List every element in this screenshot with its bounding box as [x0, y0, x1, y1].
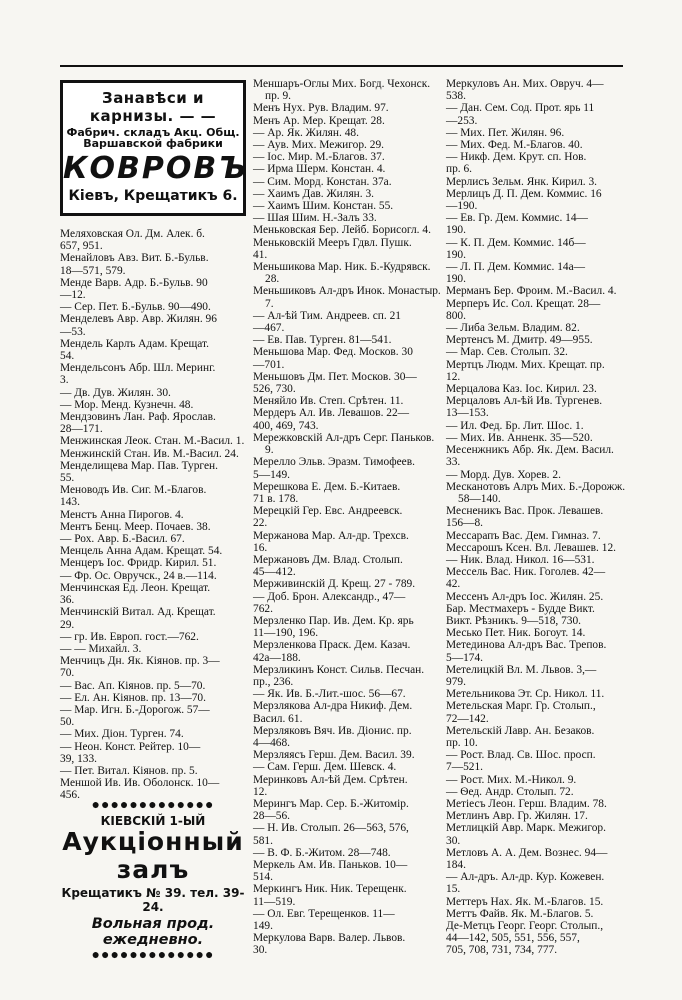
directory-entry: Менцель Анна Адам. Крещат. 54. [60, 545, 223, 558]
directory-entry: Метельникова Эт. Ср. Никол. 11. [446, 688, 605, 701]
directory-entry: 526, 730. [253, 383, 296, 396]
directory-entry: Мерманъ Бер. Фроим. М.-Васил. 4. [446, 285, 617, 298]
directory-entry: Меркингъ Ник. Ник. Терещенк. [253, 883, 407, 896]
directory-entry: 156—8. [446, 517, 484, 530]
directory-entry: — Хаимъ Дав. Жилян. 3. [253, 187, 375, 200]
directory-entry: 538. [446, 90, 466, 103]
directory-entry: Мессарошъ Ксен. Вл. Левашев. 12. [446, 541, 616, 554]
directory-column-2 [253, 78, 441, 957]
directory-entry: Метельская Марг. Гр. Столып., [446, 700, 596, 713]
directory-entry: пр. 10. [446, 736, 478, 749]
directory-entry: Менъ Ар. Мер. Крещат. 28. [253, 114, 385, 127]
directory-entry: Мерцаловъ Ал-ѣй Ив. Тургенев. [446, 395, 603, 408]
directory-entry: Мерелло Эльв. Эразм. Тимофеев. [253, 456, 415, 469]
directory-entry: Менде Варв. Адр. Б.-Бульв. 90 [60, 276, 208, 289]
directory-entry: Меняйло Ив. Степ. Срѣтен. 11. [253, 395, 404, 408]
directory-entry: Меркулова Варв. Валер. Львов. [253, 932, 406, 945]
ad-auction-title-big: Аукціонный залъ [62, 827, 244, 884]
directory-entry: Менъ Нух. Рув. Владим. 97. [253, 102, 389, 115]
directory-entry: 70. [60, 667, 75, 680]
directory-entry: 30. [446, 834, 461, 847]
directory-entry: 11—519. [253, 895, 296, 908]
directory-entry: — Сам. Герш. Дем. Шевск. 4. [253, 761, 397, 774]
directory-entry: Меркель Ам. Ив. Паньков. 10— [253, 859, 408, 871]
curtains-advertisement [60, 80, 249, 216]
directory-entry: — Хаимъ Шим. Констан. 55. [253, 200, 394, 213]
directory-entry: — Ѳед. Андр. Столып. 72. [446, 785, 574, 798]
directory-entry: —253. [446, 114, 478, 127]
directory-entry: Мерзляковъ Вяч. Ив. Діонис. пр. [253, 724, 412, 737]
directory-entry: — Ар. Як. Жилян. 48. [253, 126, 359, 139]
directory-entry: — Рост. Мих. М.-Никол. 9. [446, 773, 577, 786]
directory-entry: 55. [60, 472, 75, 485]
directory-entry: 13—153. [446, 407, 489, 420]
directory-entry: — Ил. Фед. Бр. Лит. Шос. 1. [446, 419, 584, 432]
directory-entry: Де-Метцъ Георг. Георг. Столып., [446, 920, 604, 933]
directory-entry: Мендель Карлъ Адам. Крещат. [60, 337, 210, 350]
directory-entry: — В. Ф. Б.-Житом. 28—748. [253, 846, 391, 859]
directory-entry: — Пет. Витал. Кіянов. пр. 5. [60, 764, 198, 777]
directory-entry: — Дв. Дув. Жилян. 30. [60, 386, 171, 399]
directory-entry: — Вас. Ап. Кіянов. пр. 5—70. [60, 679, 206, 692]
directory-entry: Мерлисъ Зельм. Янк. Кирил. 3. [446, 175, 598, 188]
directory-entry: Менстъ Анна Пирогов. 4. [60, 508, 184, 521]
directory-entry: Метлицкій Авр. Марк. Межигор. [446, 822, 606, 835]
directory-entry: — Неон. Конст. Рейтер. 10— [60, 740, 201, 753]
directory-entry: Меринковъ Ал-ѣй Дем. Срѣтен. [253, 773, 408, 786]
directory-entry: Мердеръ Ал. Ив. Левашов. 22— [253, 407, 410, 420]
directory-entry: — Морд. Дув. Хорев. 2. [446, 468, 561, 481]
directory-entry: —53. [60, 325, 86, 338]
directory-entry: Меньшовъ Дм. Пет. Москов. 30— [253, 370, 417, 383]
directory-entry: — Ев. Пав. Турген. 81—541. [253, 334, 392, 347]
directory-entry: Месканотовъ Алръ Мих. Б.-Дорожж. 58—140. [446, 480, 626, 505]
directory-entry: — Ол. Евг. Терещенков. 11— [253, 907, 395, 920]
directory-entry: — Шая Шим. Н.-Залъ 33. [253, 212, 377, 225]
directory-entry: 15. [446, 883, 461, 896]
directory-entry: Викт. Рѣзникъ. 9—518, 730. [446, 614, 582, 627]
directory-entry: Метединова Ал-дръ Вас. Трепов. [446, 639, 607, 652]
directory-entry: — Рох. Авр. Б.-Васил. 67. [60, 533, 185, 546]
directory-entry: Мендельсонъ Абр. Шл. Меринг. [60, 362, 216, 375]
directory-entry: Метелицкій Вл. М. Львов. 3,— [446, 663, 597, 676]
directory-entry: Мерживинскій Д. Крещ. 27 - 789. [253, 578, 416, 591]
directory-entry: 4—468. [253, 736, 291, 749]
directory-entry: 41. [253, 248, 268, 261]
directory-entry: 33. [446, 456, 461, 469]
directory-entry: Мерлицъ Д. П. Дем. Коммис. 16 [446, 187, 602, 200]
directory-entry: 190. [446, 273, 466, 286]
directory-entry: — Іос. Мир. М.-Благов. 37. [253, 151, 385, 164]
directory-entry: — Мар. Игн. Б.-Дорогож. 57— [60, 703, 210, 716]
directory-entry: Бар. Местмахеръ - Будде Викт. [446, 602, 595, 615]
directory-entry: — Мих. Фед. М.-Благов. 40. [446, 139, 583, 152]
directory-entry: Менчинская Ед. Леон. Крещат. [60, 581, 211, 594]
directory-entry: Мерингъ Мар. Сер. Б.-Житомір. [253, 797, 409, 810]
directory-entry: Мертцъ Людм. Мих. Крещат. пр. [446, 358, 605, 371]
directory-entry: Мерзляясъ Герш. Дем. Васил. 39. [253, 749, 415, 762]
directory-entry: 42а—188. [253, 651, 301, 664]
directory-entry: — Рост. Влад. Св. Шос. просп. [446, 749, 596, 762]
ad-dots-top: ●●●●●●●●●●●●● [91, 798, 215, 813]
directory-entry: — Аув. Мих. Межигор. 29. [253, 139, 384, 152]
directory-entry: Метельскій Лавр. Ан. Безаков. [446, 724, 595, 737]
directory-entry: 184. [446, 859, 466, 871]
directory-entry: Менчинскій Витал. Ад. Крещат. [60, 606, 216, 619]
ad-dots-bottom: ●●●●●●●●●●●●● [91, 948, 215, 963]
directory-entry: Меноводъ Ив. Сиг. М.-Благов. [60, 484, 207, 497]
directory-entry: 12. [253, 785, 268, 798]
directory-entry: — Л. П. Дем. Коммис. 14а— [446, 261, 586, 274]
directory-entry: Менжинская Леок. Стан. М.-Васил. 1. [60, 435, 245, 448]
directory-entry: — Мих. Ив. Анненк. 35—520. [446, 431, 593, 444]
directory-entry: 45—412. [253, 566, 296, 579]
directory-entry: 28—171. [60, 423, 103, 436]
directory-entry: Мессарапъ Вас. Дем. Гимназ. 7. [446, 529, 601, 542]
directory-entry: Метіесъ Леон. Герш. Владим. 78. [446, 797, 607, 810]
directory-entry: Меншой Ив. Ив. Оболонск. 10— [60, 777, 220, 790]
directory-entry: — Мор. Менд. Кузнечн. 48. [60, 398, 194, 411]
directory-entry: 28—56. [253, 810, 291, 823]
directory-entry: — Як. Ив. Б.-Лит.-шос. 56—67. [253, 688, 406, 701]
directory-entry: 5—174. [446, 651, 484, 664]
directory-column-3 [446, 78, 626, 957]
directory-entry: — Дан. Сем. Сод. Прот. ярь 11 [446, 102, 595, 115]
directory-entry: 44—142, 505, 551, 556, 557, [446, 932, 580, 945]
directory-entry: Меньковская Бер. Лейб. Борисогл. 4. [253, 224, 431, 237]
directory-entry: 7—521. [446, 761, 484, 774]
directory-entry: Меньшиковъ Ал-дръ Инок. Монастыр. 7. [253, 285, 441, 310]
directory-entry: 456. [60, 789, 80, 802]
directory-entry: 190. [446, 224, 466, 237]
directory-entry: Метловъ А. А. Дем. Вознес. 94— [446, 846, 608, 859]
directory-entry: Менайловъ Авз. Вит. Б.-Бульв. [60, 252, 209, 265]
directory-entry: 11—190, 196. [253, 627, 319, 640]
directory-entry: Месько Пет. Ник. Богоут. 14. [446, 627, 586, 640]
directory-entry: 657, 951. [60, 240, 103, 253]
directory-entry: — Ник. Влад. Никол. 16—531. [446, 553, 595, 566]
directory-entry: — Ел. Ан. Кіянов. пр. 13—70. [60, 691, 206, 704]
directory-entry: 72—142. [446, 712, 489, 725]
directory-entry: Меньшова Мар. Фед. Москов. 30 [253, 346, 413, 359]
directory-entry: Мендзовинъ Лан. Раф. Ярослав. [60, 411, 216, 424]
directory-entry: 800. [446, 309, 466, 322]
directory-entry: 50. [60, 716, 75, 729]
directory-entry: 36. [60, 594, 75, 607]
directory-entry: Мерецкій Гер. Евс. Андреевск. [253, 505, 403, 518]
directory-entry: Мерзленко Пар. Ив. Дем. Кр. ярь [253, 614, 414, 627]
directory-entry: — Фр. Ос. Овручск., 24 в.—114. [60, 569, 217, 582]
directory-entry: Менделищева Мар. Пав. Турген. [60, 459, 218, 472]
directory-entry: Менцеръ Іос. Фридр. Кирил. 51. [60, 557, 217, 570]
directory-entry: Мертенсъ М. Дмитр. 49—955. [446, 334, 593, 347]
directory-entry: Метлинъ Авр. Гр. Жилян. 17. [446, 810, 588, 823]
directory-entry: 705, 708, 731, 734, 777. [446, 944, 558, 957]
directory-entry: пр., 236. [253, 675, 294, 688]
directory-entry: — Ал-дръ. Ал-др. Кур. Кожевен. [446, 871, 605, 884]
directory-entry: Мерцалова Каз. Іос. Кирил. 23. [446, 383, 597, 396]
directory-entry: пр. 6. [446, 163, 473, 176]
directory-entry: — Мих. Пет. Жилян. 96. [446, 126, 565, 139]
directory-entry: Мерперъ Ис. Сол. Крещат. 28— [446, 297, 601, 310]
ad-curtains-line1: Занавѣси и карнизы. — — [89, 89, 217, 125]
directory-entry: — Либа Зельм. Владим. 82. [446, 322, 580, 335]
directory-entry: —12. [60, 289, 86, 302]
directory-entry: Месненикъ Вас. Прок. Левашев. [446, 505, 604, 518]
directory-entry: Меттъ Файв. Як. М.-Благов. 5. [446, 907, 594, 920]
directory-entry: Мержанова Мар. Ал-др. Трехсв. [253, 529, 409, 542]
directory-entry: Мерешкова Е. Дем. Б.-Китаев. [253, 480, 401, 493]
directory-entry: — Мар. Сев. Столып. 32. [446, 346, 568, 359]
directory-entry: 39, 133. [60, 752, 98, 765]
directory-entry: — Сер. Пет. Б.-Бульв. 90—490. [60, 301, 211, 314]
directory-entry: —701. [253, 358, 285, 371]
directory-entry: — Ирма Шерм. Констан. 4. [253, 163, 386, 176]
directory-entry: — Ев. Гр. Дем. Коммис. 14— [446, 212, 588, 225]
directory-entry: Меркуловъ Ан. Мих. Овруч. 4— [446, 78, 604, 90]
directory-entry: 54. [60, 350, 75, 363]
ad-auction-address: Крещатикъ № 39. тел. 39-24. [61, 886, 245, 914]
directory-entry: Мережковскій Ал-дръ Серг. Паньков. 9. [253, 431, 435, 457]
directory-entry: 514. [253, 871, 273, 884]
directory-entry: — Н. Ив. Столып. 26—563, 576, [253, 822, 409, 835]
directory-entry: 16. [253, 541, 268, 554]
directory-entry: Меньшикова Мар. Ник. Б.-Кудрявск. 28. [253, 261, 431, 286]
directory-entry: 762. [253, 602, 273, 615]
directory-entry: — К. П. Дем. Коммис. 14б— [446, 236, 586, 249]
directory-entry: Меттеръ Нах. Як. М.-Благов. 15. [446, 895, 604, 908]
directory-entry: 42. [446, 578, 461, 591]
directory-entry: — Доб. Брон. Александр., 47— [253, 590, 406, 603]
directory-entry: 12. [446, 370, 461, 383]
directory-entry: — Мих. Діон. Турген. 74. [60, 728, 184, 741]
directory-entry: Меляховская Ол. Дм. Алек. б. [60, 228, 205, 240]
ad-curtains-line2: Фабрич. складъ Акц. Общ. Варшавской фабрики [66, 126, 240, 150]
directory-entry: Меншаръ-Оглы Мих. Богд. Чехонск. пр. 9. [253, 78, 431, 103]
directory-entry: — — Михайл. 3. [60, 642, 142, 655]
auction-advertisement [60, 798, 246, 963]
directory-entry: — Никф. Дем. Крут. сп. Нов. [446, 151, 587, 164]
directory-entry: 5—149. [253, 468, 291, 481]
directory-entry: 30. [253, 944, 268, 957]
directory-entry: Мессенъ Ал-дръ Іос. Жилян. 25. [446, 590, 604, 603]
directory-entry: 29. [60, 618, 75, 631]
directory-entry: Мержановъ Дм. Влад. Столып. [253, 553, 403, 566]
directory-entry: — Сим. Морд. Констан. 37а. [253, 175, 392, 188]
directory-entry: — Ал-ѣй Тим. Андреев. сп. 21 [253, 309, 401, 322]
directory-entry: Мессель Вас. Ник. Гоголев. 42— [446, 566, 606, 579]
directory-entry: Меньковскій Мееръ Гдвл. Пушк. [253, 236, 412, 249]
directory-entry: — гр. Ив. Европ. гост.—762. [60, 630, 199, 643]
ad-auction-title-small: КІЕВСКІЙ 1-ЫЙ [100, 814, 206, 828]
directory-entry: Менделевъ Авр. Авр. Жилян. 96 [60, 313, 217, 326]
top-rule [60, 65, 623, 67]
directory-entry: —190. [446, 200, 478, 213]
directory-entry: 71 в. 178. [253, 492, 299, 505]
directory-entry: 18—571, 579. [60, 264, 126, 277]
directory-column-1 [60, 228, 248, 802]
directory-entry: Васил. 61. [253, 712, 303, 725]
directory-entry: Ментъ Бенц. Меер. Почаев. 38. [60, 520, 211, 533]
ad-curtains-address: Кіевъ, Крещатикъ 6. [68, 188, 238, 204]
directory-entry: 190. [446, 248, 466, 261]
directory-entry: 149. [253, 920, 273, 933]
directory-entry: Месенжникъ Абр. Як. Дем. Васил. [446, 444, 614, 457]
directory-entry: Менчицъ Дн. Як. Кіянов. пр. 3— [60, 655, 220, 668]
ad-auction-slogan: Вольная прод. ежедневно. [91, 916, 215, 948]
directory-entry: 979. [446, 675, 466, 688]
directory-entry: 3. [60, 374, 69, 387]
directory-entry: 143. [60, 496, 80, 509]
directory-entry: Мерзленкова Праск. Дем. Казач. [253, 639, 411, 652]
directory-entry: 400, 469, 743. [253, 419, 319, 432]
directory-entry: 581. [253, 834, 273, 847]
directory-entry: Менжинскій Стан. Ив. М.-Васил. 24. [60, 447, 239, 460]
directory-entry: 22. [253, 517, 268, 530]
directory-entry: —467. [253, 322, 285, 335]
ad-curtains-word: КОВРОВЪ [63, 151, 249, 186]
directory-entry: Мерзликинъ Конст. Сильв. Песчан. [253, 663, 425, 676]
directory-entry: Мерзлякова Ал-дра Никиф. Дем. [253, 700, 413, 713]
